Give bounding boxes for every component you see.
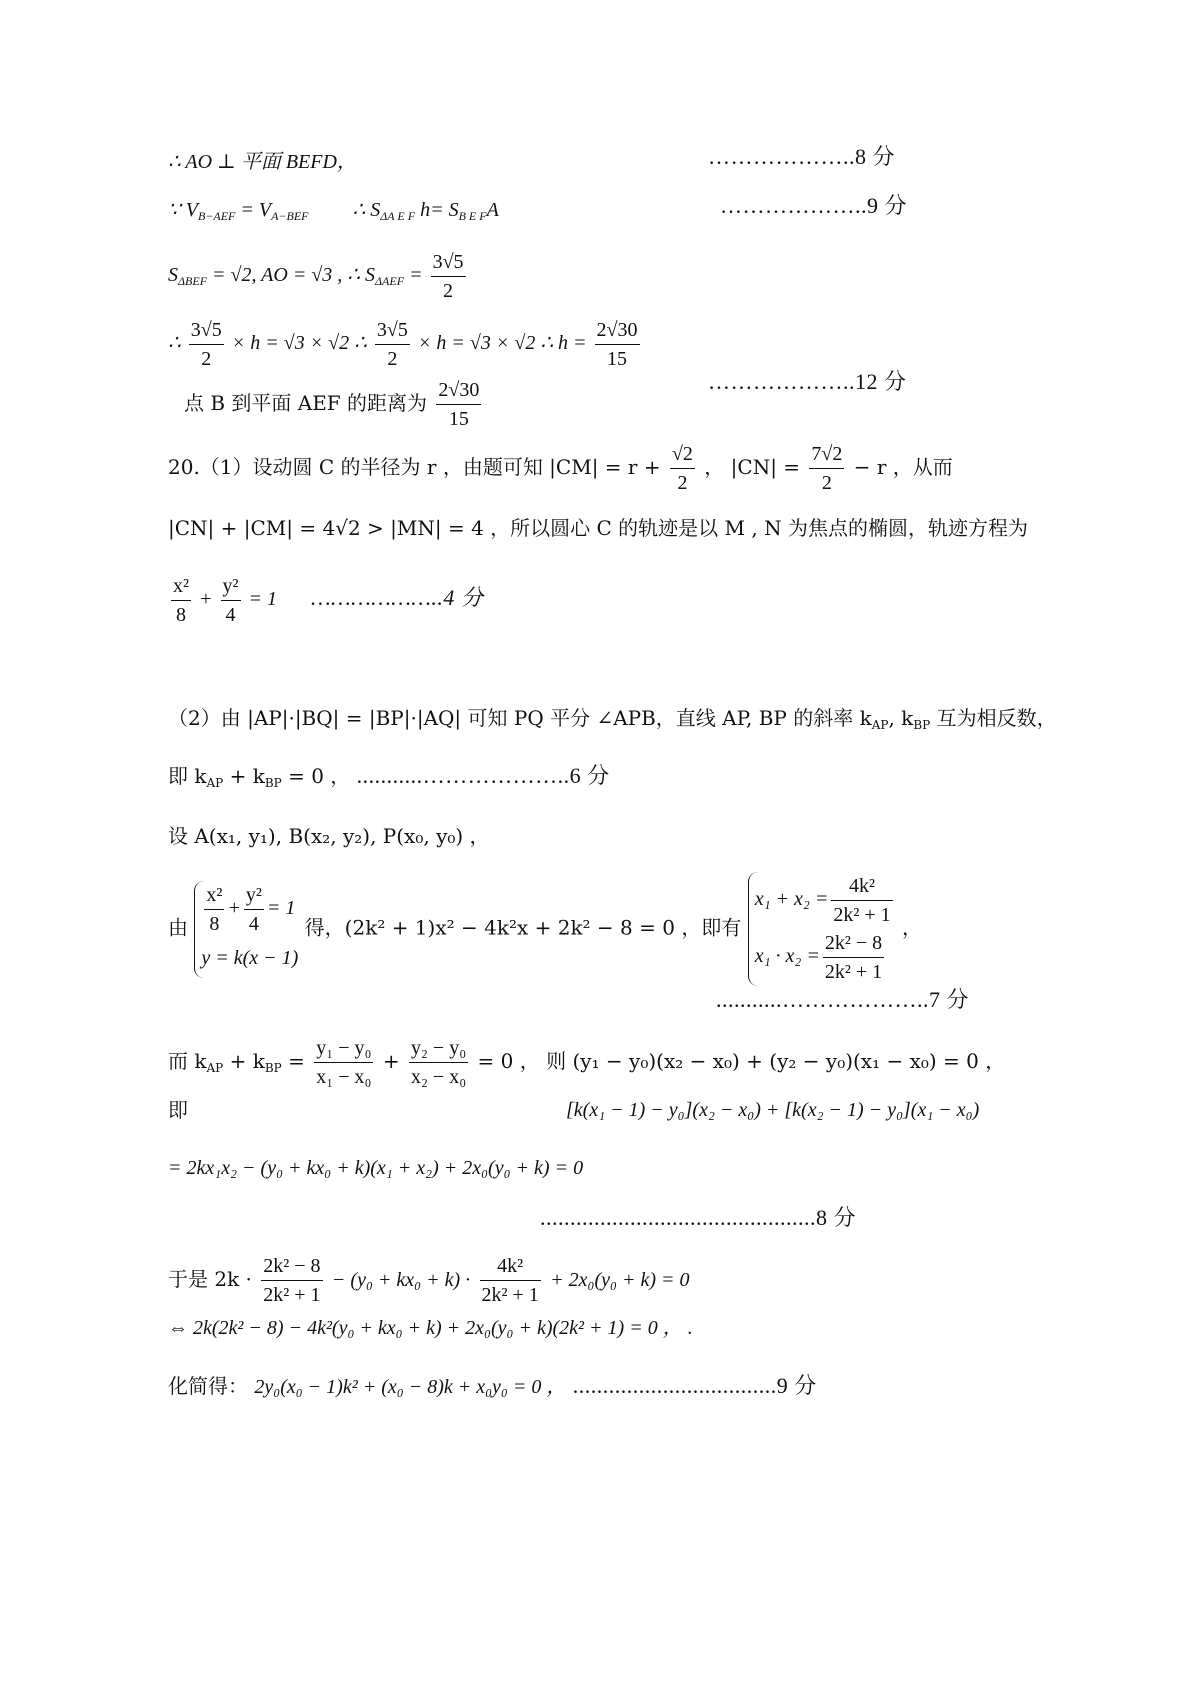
line-slope-sum [168, 764, 610, 795]
denominator: 2k² + 1 [481, 1284, 539, 1306]
text-part: x₁ · x₂ = [754, 945, 820, 968]
line-height-solve [168, 316, 643, 373]
text-part: ， |CN| = [704, 455, 801, 479]
text-part: 即 k [168, 764, 207, 788]
score-8: ………………..8 分 [708, 144, 896, 169]
text-part: , k [888, 706, 914, 730]
line-expansion: [k(x₁ − 1) − y₀](x₂ − x₀) + [k(x₂ − 1) − y₀](x₁ − x₀) [566, 1099, 980, 1121]
subscript: AP [206, 776, 224, 790]
text-part: = 0 ， 则 (y₁ − y₀)(x₂ − x₀) + (y₂ − y₀)(x₁ − x₀) = 0 ， [477, 1049, 1006, 1073]
denominator: 15 [607, 348, 628, 370]
fraction [436, 376, 481, 433]
numerator: y² [244, 881, 264, 910]
fraction [189, 316, 224, 373]
subscript: BP [264, 1061, 282, 1075]
denominator: 2 [677, 472, 688, 494]
text-part: x₁ + x₂ = [754, 888, 829, 911]
line-q20-part2 [168, 706, 1057, 737]
system-row: y = k(x − 1) [201, 946, 299, 969]
denominator: 8 [209, 912, 220, 935]
line-system-of-equations [168, 872, 922, 986]
denominator: 15 [448, 408, 469, 430]
fraction [809, 440, 844, 497]
text-part: 而 k [168, 1049, 207, 1073]
denominator: 2 [821, 472, 832, 494]
score-8b: ..............................................8 分 [540, 1205, 857, 1230]
line-ellipse-reasoning: |CN| + |CM| = 4√2 > |MN| = 4 ，所以圆心 C 的轨迹是以 M , N 为焦点的椭圆，轨迹方程为 [168, 516, 1028, 540]
score-6: ...........………………..6 分 [356, 763, 610, 788]
fraction [375, 316, 410, 373]
fraction [670, 440, 695, 497]
numerator: y₁ − y₀ [314, 1034, 373, 1063]
subscript: B E F [458, 209, 487, 223]
fraction [314, 1034, 373, 1091]
subscript: AP [206, 1061, 224, 1075]
fraction [261, 1252, 322, 1309]
text-part: ∴ S [352, 199, 381, 221]
numerator: 7√2 [809, 440, 844, 469]
numerator: 4k² [831, 872, 892, 901]
fraction [823, 929, 884, 986]
denominator: 2 [201, 348, 212, 370]
text-part: + 2x₀(y₀ + k) = 0 [550, 1269, 690, 1291]
text-part: = V [235, 199, 272, 221]
line-expanded-sum: = 2kx₁x₂ − (y₀ + kx₀ + k)(x₁ + x₂) + 2x₀(y₀ + k) = 0 [168, 1157, 584, 1179]
subscript: A−BEF [271, 209, 309, 223]
system-row [201, 881, 298, 938]
denominator: 2k² + 1 [824, 961, 883, 983]
text-part: S [168, 264, 178, 287]
numerator: 3√5 [375, 316, 410, 345]
text-part: + k [223, 764, 265, 788]
subscript: BP [264, 776, 282, 790]
text-part: 于是 2k · [168, 1267, 252, 1291]
text-part: = [281, 1049, 305, 1073]
line-equivalence: ⇔ 2k(2k² − 8) − 4k²(y₀ + kx₀ + k) + 2x₀(y₀ + k)(2k² + 1) = 0 ， . [168, 1317, 693, 1339]
line-simplified [168, 1374, 817, 1399]
subscript: B−AEF [197, 209, 236, 223]
numerator: 2k² − 8 [823, 929, 884, 958]
fraction [831, 872, 892, 929]
text-part: + [382, 1049, 400, 1073]
numerator: y² [221, 572, 241, 601]
system-row [755, 929, 896, 986]
fraction [204, 881, 224, 938]
denominator: 4 [248, 912, 259, 935]
text-part: 互为相反数， [930, 706, 1057, 730]
subscript: ΔAEF [375, 274, 405, 289]
fraction [409, 1034, 468, 1091]
text-part: 由 [168, 915, 188, 940]
line-text: ∴ AO ⊥ 平面 BEFD， [168, 151, 357, 173]
text-part: + [227, 896, 241, 919]
numerator: 4k² [480, 1252, 541, 1281]
text-part: − r ，从而 [853, 455, 953, 479]
line-ji-label: 即 [168, 1098, 188, 1122]
line-q20-part1 [168, 440, 953, 497]
fraction [244, 881, 264, 938]
text-part: 点 B 到平面 AEF 的距离为 [184, 391, 428, 415]
text-part: + k [223, 1049, 265, 1073]
fraction [431, 248, 466, 305]
text-part: （2）由 |AP|·|BQ| = |BP|·|AQ| 可知 PQ 平分 ∠APB，直线 AP, BP 的斜率 k [168, 706, 872, 730]
text-part: × h = √3 × √2 ∴ h = [417, 332, 587, 355]
score-9: ………………..9 分 [720, 193, 908, 218]
denominator: 2k² + 1 [833, 904, 891, 926]
subscript: ΔBEF [178, 274, 208, 289]
line-points-setup: 设 A(x₁, y₁), B(x₂, y₂), P(x₀, y₀) ， [168, 824, 490, 848]
line-areas [168, 248, 469, 305]
text-part: ∴ [168, 332, 181, 355]
subscript: AP [871, 718, 889, 732]
fraction [595, 316, 640, 373]
score-4: ………………..4 分 [311, 585, 484, 611]
text-part: A [486, 199, 499, 221]
text-part: = 1 [248, 588, 277, 611]
text-part: ∵ V [168, 199, 198, 221]
subscript: ΔA E F [380, 209, 416, 223]
text-part: 化简得： [168, 1374, 248, 1398]
text-part: = √2, AO = √3 , ∴ S [207, 264, 376, 287]
subscript: BP [913, 718, 931, 732]
text-part: + [199, 588, 213, 611]
score-9b: ..................................9 分 [572, 1373, 817, 1398]
text-part: × h = √3 × √2 ∴ [231, 332, 367, 355]
text-part: 得，(2k² + 1)x² − 4k²x + 2k² − 8 = 0 ，即有 [304, 915, 742, 940]
text-part: ， [902, 915, 922, 940]
numerator: √2 [670, 440, 695, 469]
line-volume-equation [168, 198, 499, 228]
numerator: 2√30 [595, 316, 640, 345]
denominator: 2 [443, 280, 454, 302]
denominator: 2k² + 1 [263, 1284, 321, 1306]
text-part: = [404, 264, 423, 287]
text-part: 2y₀(x₀ − 1)k² + (x₀ − 8)k + x₀y₀ = 0 ， [254, 1376, 567, 1398]
fraction [171, 572, 191, 629]
denominator: 2 [387, 348, 398, 370]
denominator: x₁ − x₀ [316, 1066, 372, 1088]
text-part: h= S [415, 199, 459, 221]
text-part: = 0 ， [281, 764, 351, 788]
numerator: x² [204, 881, 224, 910]
numerator: 3√5 [431, 248, 466, 277]
system-row [755, 872, 896, 929]
score-12: ………………..12 分 [708, 369, 907, 394]
text-part: 20.（1）设动圆 C 的半径为 r ，由题可知 |CM| = r + [168, 455, 661, 479]
denominator: 8 [176, 604, 186, 626]
line-distance-result [184, 376, 484, 433]
denominator: x₂ − x₀ [410, 1066, 467, 1088]
system-brace-left [194, 881, 298, 978]
numerator: y₂ − y₀ [409, 1034, 468, 1063]
numerator: 2√30 [436, 376, 481, 405]
system-brace-right [748, 872, 896, 986]
fraction [480, 1252, 541, 1309]
line-slope-condition [168, 1034, 1005, 1091]
numerator: 3√5 [189, 316, 224, 345]
denominator: 4 [225, 604, 236, 626]
numerator: x² [171, 572, 191, 601]
text-part: − (y₀ + kx₀ + k) · [331, 1269, 471, 1291]
line-substitution [168, 1252, 690, 1309]
score-7: ...........………………..7 分 [716, 987, 970, 1012]
text-part: = 1 [266, 896, 296, 919]
fraction [221, 572, 241, 629]
line-ao-perpendicular [168, 150, 357, 174]
numerator: 2k² − 8 [261, 1252, 322, 1281]
line-ellipse-equation [168, 572, 483, 629]
